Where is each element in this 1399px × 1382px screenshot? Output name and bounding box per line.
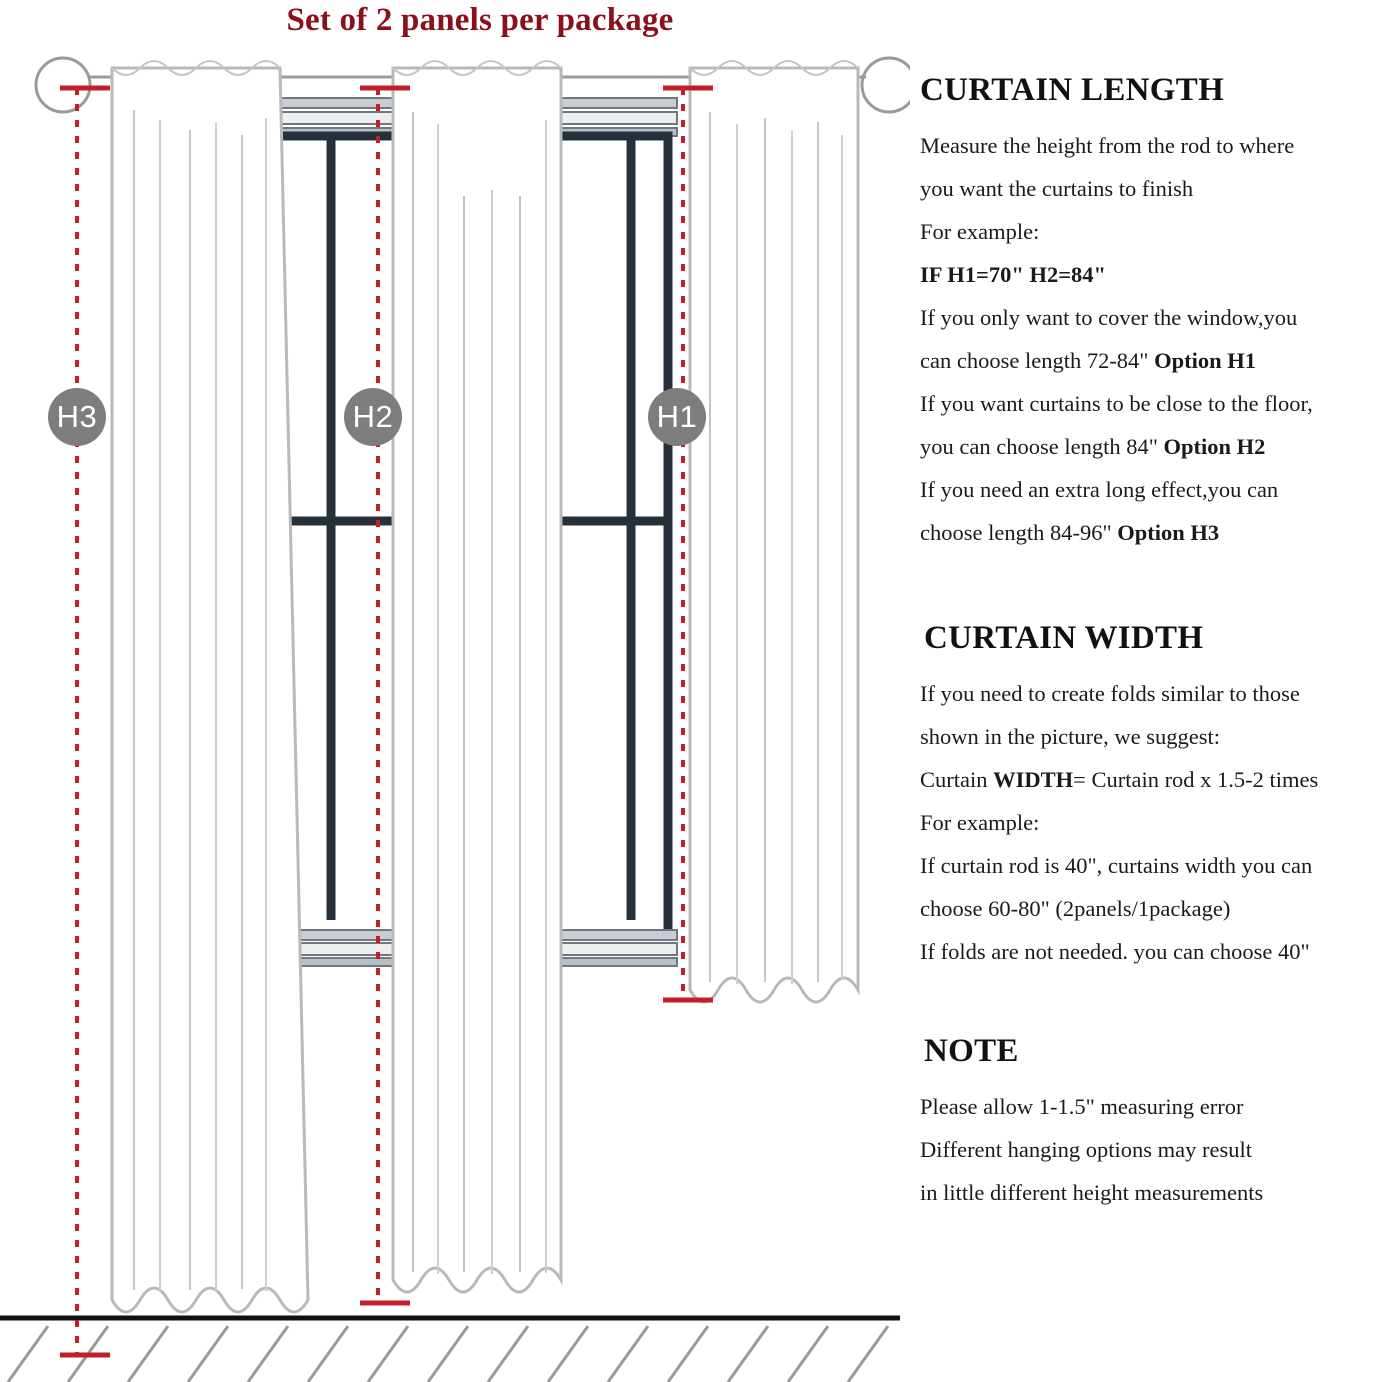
note-line-2: Different hanging options may result [920,1137,1253,1162]
curtain-panel-middle [393,61,561,1292]
measurement-line-h3 [60,88,110,1355]
curtain-width-heading: CURTAIN WIDTH [924,620,1204,656]
floor [0,1318,900,1382]
curtain-length-line-8-text: you can choose length 84" [920,434,1164,459]
curtain-length-example-values: IF H1=70" H2=84" [920,262,1107,287]
curtain-width-line-4: For example: [920,810,1040,835]
curtain-width-line-1: If you need to create folds similar to those [920,681,1300,706]
curtain-length-line-10 [920,511,1390,554]
curtain-width-formula-suffix: = Curtain rod x 1.5-2 times [1073,767,1319,792]
curtain-length-line-3: For example: [920,219,1040,244]
note-heading: NOTE [924,1033,1019,1069]
curtain-length-line-10-text: choose length 84-96" [920,520,1118,545]
curtain-length-line-1: Measure the height from the rod to where [920,133,1295,158]
page-title: Set of 2 panels per package [286,2,674,38]
option-h1-label: Option H1 [1154,348,1257,373]
curtain-length-line-8 [920,425,1390,468]
option-h3-label: Option H3 [1117,520,1220,545]
curtain-width-line-5: If curtain rod is 40", curtains width you can [920,853,1313,878]
label-h3: H3 [48,388,106,446]
curtain-length-line-5: If you only want to cover the window,you [920,305,1298,330]
curtain-panel-left [112,61,308,1312]
curtain-length-heading: CURTAIN LENGTH [920,72,1225,108]
curtain-width-formula-keyword: WIDTH [993,767,1074,792]
label-h2: H2 [344,388,402,446]
curtain-width-line-2: shown in the picture, we suggest: [920,724,1220,749]
curtain-length-line-9: If you need an extra long effect,you can [920,477,1279,502]
curtain-length-line-6-text: can choose length 72-84" [920,348,1155,373]
option-h2-label: Option H2 [1163,434,1266,459]
curtain-width-line-6: choose 60-80" (2panels/1package) [920,896,1231,921]
curtain-length-line-2: you want the curtains to finish [920,176,1194,201]
curtain-width-formula [920,758,1390,801]
curtain-length-line-7: If you want curtains to be close to the floor, [920,391,1313,416]
curtain-panel-right [690,61,858,1002]
label-h1: H1 [648,388,706,446]
instructions-column [920,70,1390,1214]
curtain-width-formula-prefix: Curtain [920,767,994,792]
note-line-3: in little different height measurements [920,1180,1264,1205]
note-line-1: Please allow 1-1.5" measuring error [920,1094,1244,1119]
curtain-length-line-6 [920,339,1390,382]
curtain-width-line-7: If folds are not needed. you can choose 40" [920,939,1310,964]
